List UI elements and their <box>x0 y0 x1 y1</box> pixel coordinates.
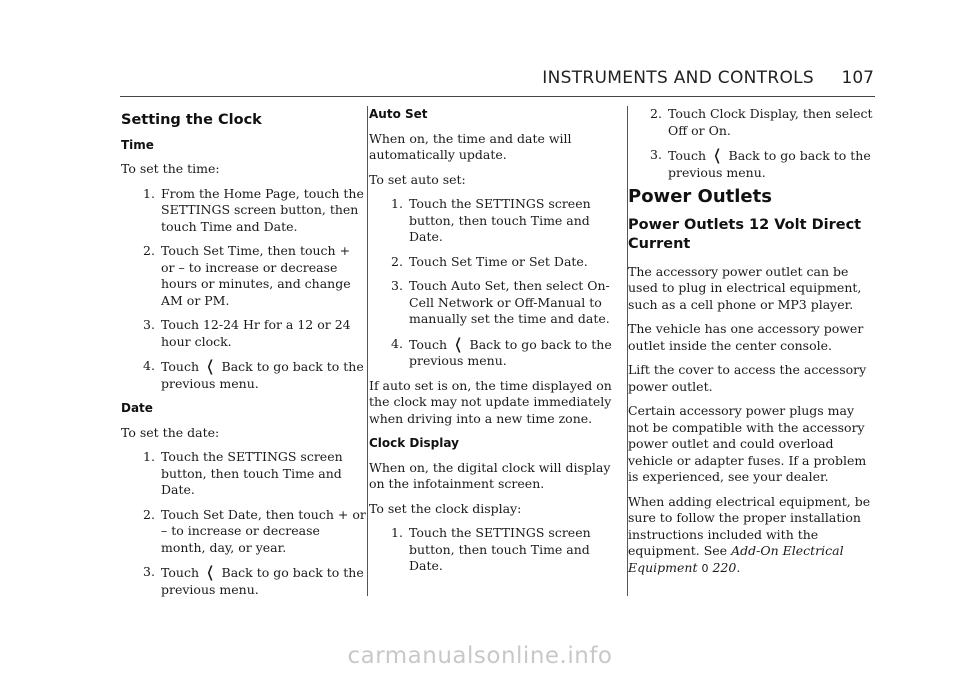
section-title-setting-clock: Setting the Clock <box>121 112 262 128</box>
step-number: 1. <box>143 449 155 464</box>
page-ref-arrow-icon: 0 <box>701 561 709 575</box>
subsection-title-12v: Power Outlets 12 Volt Direct Current <box>628 216 862 252</box>
paragraph: The accessory power outlet can be used to plug in electrical equipment, such as a cell phone or MP3 player. <box>628 263 862 312</box>
step-text: Touch Set Time, then touch + or – to increase or decrease hours or minutes, and change AM or PM. <box>161 243 351 308</box>
list-item <box>121 358 367 392</box>
step-number: 4. <box>391 335 403 351</box>
step-number: 2. <box>143 506 155 522</box>
step-text-pre: Touch <box>161 565 199 580</box>
step-number: 3. <box>143 317 155 332</box>
clock-display-steps-cont <box>628 106 876 181</box>
list-item <box>121 507 367 557</box>
auto-set-intro: To set auto set: <box>369 171 466 187</box>
step-number: 2. <box>143 243 155 258</box>
chevron-left-icon: ❬ <box>453 334 464 353</box>
auto-set-steps <box>369 196 617 370</box>
header-rule <box>120 96 875 97</box>
paragraph: Certain accessory power plugs may not be compatible with the accessory power outlet and could overload vehicle or adapter fuses. If a problem is experienced, see your dealer. <box>628 403 867 484</box>
heading-date: Date <box>121 401 153 415</box>
step-number: 1. <box>391 525 403 540</box>
step-number: 3. <box>391 278 403 293</box>
heading-clock-display: Clock Display <box>369 436 459 450</box>
date-steps <box>121 449 367 598</box>
addon-ref-link[interactable]: Add-On Electrical Equipment <box>628 543 844 575</box>
list-item <box>121 564 367 598</box>
heading-time: Time <box>121 137 154 152</box>
list-item <box>121 317 367 350</box>
chevron-left-icon: ❬ <box>205 563 216 581</box>
header-title: INSTRUMENTS AND CONTROLS <box>542 68 814 88</box>
section-title-power-outlets: Power Outlets <box>628 186 772 207</box>
step-text: From the Home Page, touch the SETTINGS screen button, then touch Time and Date. <box>161 185 364 234</box>
step-text: Touch the SETTINGS screen button, then touch Time and Date. <box>409 196 591 244</box>
step-text: Touch Set Time or Set Date. <box>409 253 588 269</box>
step-text: Touch Clock Display, then select Off or On. <box>668 106 873 138</box>
time-steps <box>121 186 367 393</box>
step-text-post: Back to go back to the previous menu. <box>161 359 364 391</box>
step-number: 4. <box>143 358 155 373</box>
step-number: 1. <box>143 185 155 201</box>
step-text: Touch the SETTINGS screen button, then touch Time and Date. <box>161 449 343 497</box>
list-item <box>121 449 367 499</box>
watermark: carmanualsonline.info <box>347 643 613 669</box>
column-3 <box>628 106 876 585</box>
step-number: 1. <box>391 196 403 211</box>
list-item <box>121 186 367 236</box>
list-item <box>369 196 617 246</box>
list-item <box>369 525 617 575</box>
column-2 <box>369 106 617 583</box>
column-1 <box>121 106 367 606</box>
date-intro: To set the date: <box>121 424 220 440</box>
step-text-pre: Touch <box>409 336 447 352</box>
clock-display-steps <box>369 525 617 575</box>
auto-set-note: If auto set is on, the time displayed on the clock may not update immediately when driving into a new time zone. <box>369 377 612 426</box>
list-item <box>628 147 876 181</box>
step-text: Touch 12-24 Hr for a 12 or 24 hour clock. <box>161 317 351 349</box>
step-text: Touch the SETTINGS screen button, then touch Time and Date. <box>409 525 591 573</box>
step-text-pre: Touch <box>161 359 199 374</box>
step-text: Touch Set Date, then touch + or – to increase or decrease month, day, or year. <box>161 506 366 555</box>
paragraph: Lift the cover to access the accessory power outlet. <box>628 362 867 394</box>
page-number: 107 <box>841 68 874 88</box>
step-text-post: Back to go back to the previous menu. <box>161 565 364 597</box>
auto-set-desc: When on, the time and date will automatically update. <box>369 130 572 162</box>
paragraph-addon <box>628 494 876 578</box>
time-intro: To set the time: <box>121 161 220 176</box>
step-number: 2. <box>391 253 403 269</box>
list-item <box>369 278 617 328</box>
chevron-left-icon: ❬ <box>205 357 216 375</box>
step-text-post: Back to go back to the previous menu. <box>668 148 871 180</box>
list-item <box>121 243 367 309</box>
step-text-pre: Touch <box>668 148 706 163</box>
step-text: Touch Auto Set, then select On-Cell Network or Off-Manual to manually set the time and date. <box>409 278 610 326</box>
step-number: 3. <box>143 564 155 579</box>
heading-auto-set: Auto Set <box>369 107 428 121</box>
paragraph: The vehicle has one accessory power outlet inside the center console. <box>628 321 864 353</box>
clock-display-desc: When on, the digital clock will display on the infotainment screen. <box>369 459 611 491</box>
addon-ref-page[interactable]: 220. <box>712 559 741 575</box>
column-divider <box>367 106 368 596</box>
chevron-left-icon: ❬ <box>712 146 723 164</box>
step-text-post: Back to go back to the previous menu. <box>409 336 612 368</box>
step-number: 3. <box>650 147 662 162</box>
addon-text: When adding electrical equipment, be sure to follow the proper installation instructions included with the equipment. See <box>628 493 871 558</box>
step-number: 2. <box>650 106 662 121</box>
list-item <box>369 336 617 370</box>
list-item <box>369 254 617 271</box>
clock-display-intro: To set the clock display: <box>369 500 522 516</box>
list-item <box>628 106 876 139</box>
